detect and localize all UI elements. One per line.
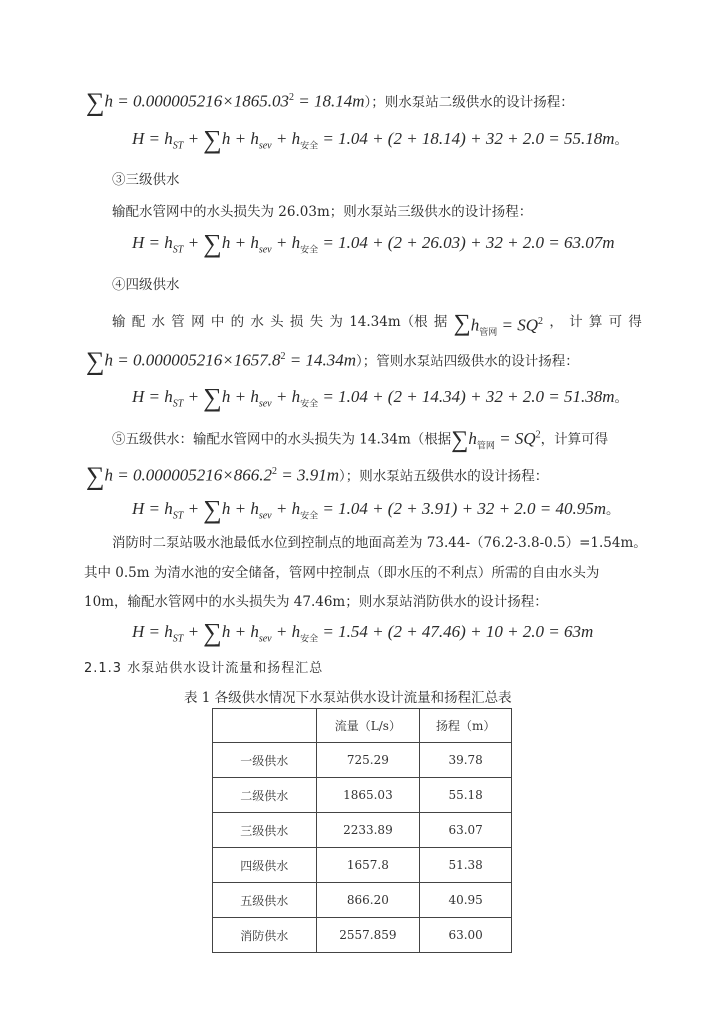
header-cell-flow: 流量（L/s）	[316, 709, 420, 743]
heading-level-4: ④四级供水	[112, 277, 180, 293]
header-cell-head: 扬程（m）	[420, 709, 512, 743]
equation-sum-h-4: $\sum h = 0.000005216\times 1657.8^2 = 14.34m$）；管则水泵站四级供水的设计扬程：	[86, 346, 579, 376]
equation-sum-h-5: $\sum h = 0.000005216\times 866.2^2 = 3.91m$）；则水泵站五级供水的设计扬程：	[86, 461, 549, 491]
row-head: 51.38	[420, 848, 512, 883]
header-cell-empty	[213, 709, 317, 743]
table-row	[213, 813, 512, 848]
row-head: 63.00	[420, 918, 512, 953]
table-row	[213, 778, 512, 813]
row-label: 一级供水	[213, 743, 317, 778]
row-head: 40.95	[420, 883, 512, 918]
equation-sum-h-2: $\sum h = 0.000005216\times 1865.03^2 = 18.14m$）；则水泵站二级供水的设计扬程：	[86, 87, 574, 117]
paragraph-fire-1: 消防时二泵站吸水池最低水位到控制点的地面高差为 73.44-（76.2-3.8-0.5）=1.54m。	[112, 535, 647, 551]
table-row	[213, 848, 512, 883]
row-label: 五级供水	[213, 883, 317, 918]
equation-head-2: $H = h_{ST} + \sum h + h_{sev} + h_{安全} = 1.04 + (2 + 18.14) + 32 + 2.0 = 55.18m$。	[132, 125, 629, 154]
row-label: 二级供水	[213, 778, 317, 813]
row-flow: 1865.03	[316, 778, 420, 813]
equation-head-4: $H = h_{ST} + \sum h + h_{sev} + h_{安全} = 1.04 + (2 + 14.34) + 32 + 2.0 = 51.38m$。	[132, 383, 629, 412]
summary-table	[212, 708, 512, 953]
row-label: 消防供水	[213, 918, 317, 953]
equation-head-fire: $H = h_{ST} + \sum h + h_{sev} + h_{安全} = 1.54 + (2 + 47.46) + 10 + 2.0 = 63m$	[132, 618, 594, 647]
row-head: 39.78	[420, 743, 512, 778]
section-heading: 2.1.3 水泵站供水设计流量和扬程汇总	[84, 661, 324, 676]
row-head: 55.18	[420, 778, 512, 813]
paragraph-fire-3: 10m，输配水管网中的水头损失为 47.46m；则水泵站消防供水的设计扬程：	[84, 594, 548, 610]
row-head: 63.07	[420, 813, 512, 848]
table-caption: 表 1 各级供水情况下水泵站供水设计流量和扬程汇总表	[184, 690, 512, 706]
equation-head-3: $H = h_{ST} + \sum h + h_{sev} + h_{安全} = 1.04 + (2 + 26.03) + 32 + 2.0 = 63.07m$	[132, 229, 615, 258]
paragraph-level-4: 输 配 水 管 网 中 的 水 头 损 失 为 14.34m（根 据 $\sum h_{管网} = SQ^2$ ， 计 算 可 得	[112, 310, 642, 339]
table-row	[213, 743, 512, 778]
row-label: 四级供水	[213, 848, 317, 883]
paragraph-fire-2: 其中 0.5m 为清水池的安全储备，管网中控制点（即水压的不利点）所需的自由水头为	[84, 565, 600, 581]
table-row	[213, 883, 512, 918]
row-flow: 725.29	[316, 743, 420, 778]
paragraph-level-5: ⑤五级供水：输配水管网中的水头损失为 14.34m（根据$\sum h_{管网} = SQ^2$，计算可得	[112, 426, 609, 453]
table-header-row	[213, 709, 512, 743]
heading-level-3: ③三级供水	[112, 172, 180, 188]
paragraph-level-3: 输配水管网中的水头损失为 26.03m；则水泵站三级供水的设计扬程：	[112, 204, 533, 220]
equation-head-5: $H = h_{ST} + \sum h + h_{sev} + h_{安全} = 1.04 + (2 + 3.91) + 32 + 2.0 = 40.95m$。	[132, 495, 620, 524]
row-flow: 2233.89	[316, 813, 420, 848]
row-flow: 866.20	[316, 883, 420, 918]
row-label: 三级供水	[213, 813, 317, 848]
row-flow: 1657.8	[316, 848, 420, 883]
table-row	[213, 918, 512, 953]
row-flow: 2557.859	[316, 918, 420, 953]
